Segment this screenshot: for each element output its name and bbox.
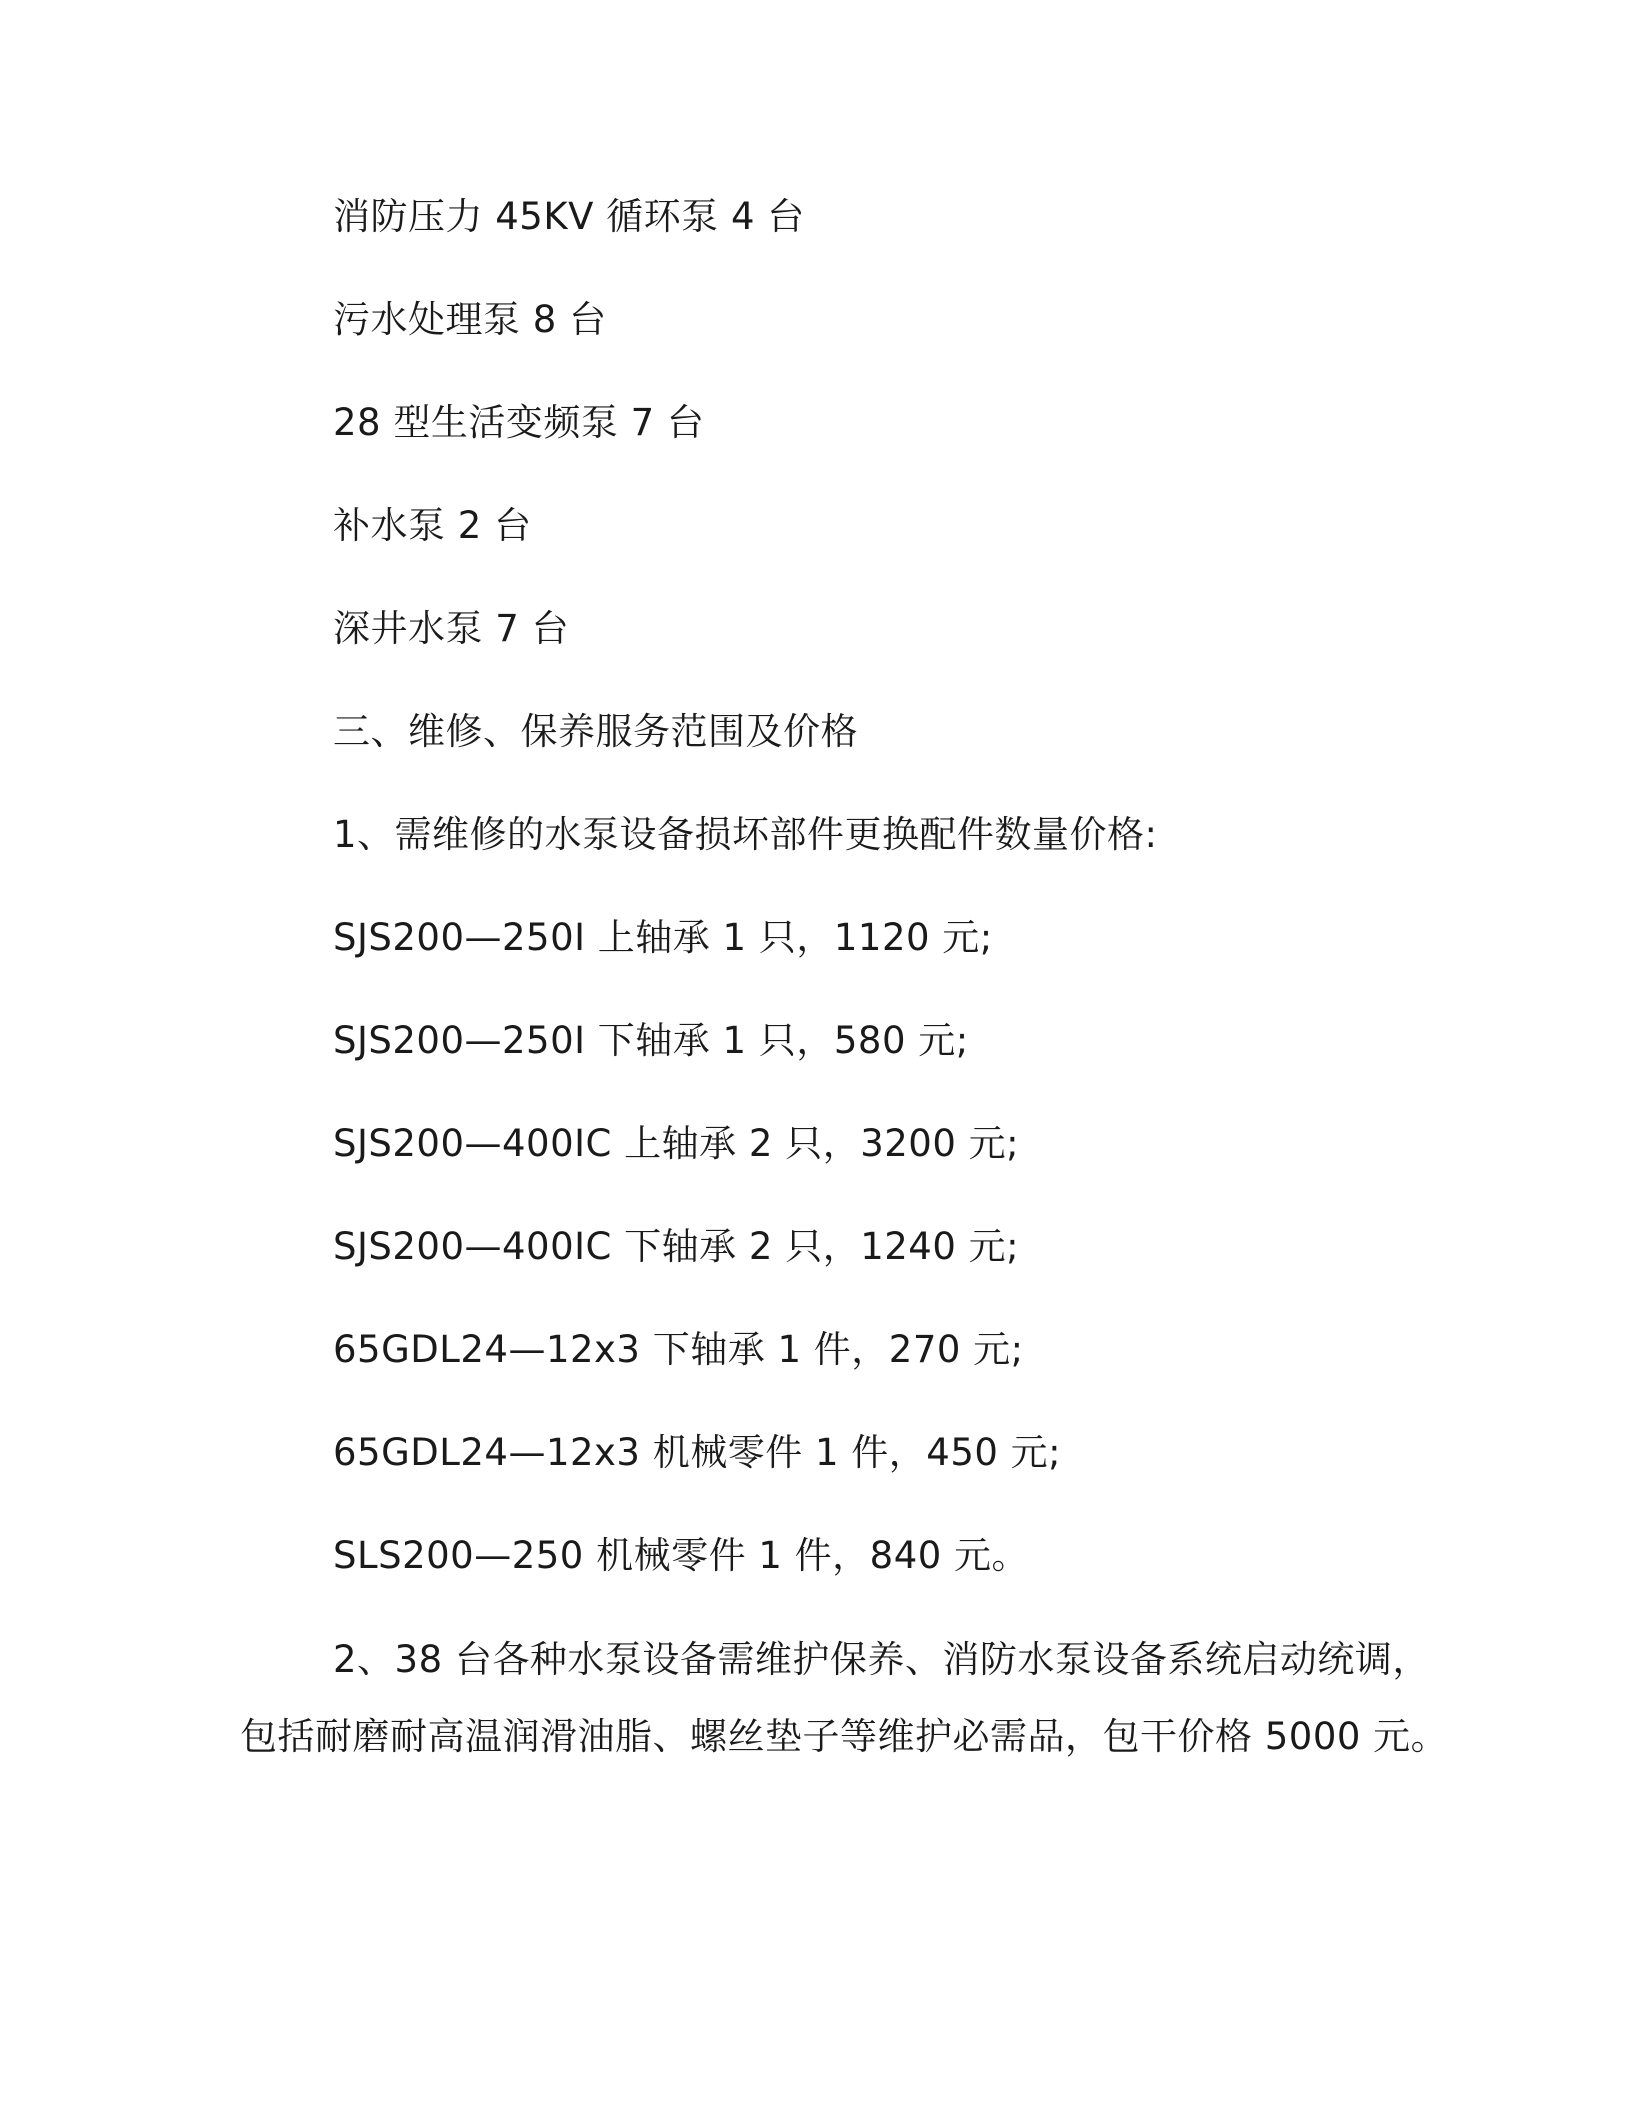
price-line: SLS200—250 机械零件 1 件，840 元。 [333,1534,1030,1577]
price-line: 65GDL24—12x3 机械零件 1 件，450 元; [333,1431,1062,1474]
equipment-line-makeup-pump: 补水泵 2 台 [333,504,532,547]
price-line: SJS200—250I 上轴承 1 只，1120 元; [333,916,993,959]
section-heading: 三、维修、保养服务范围及价格 [333,710,858,753]
paragraph-line-1: 2、38 台各种水泵设备需维护保养、消防水泵设备系统启动统调， [333,1638,1430,1681]
price-line: SJS200—250I 下轴承 1 只，580 元; [333,1019,969,1062]
price-line: SJS200—400IC 上轴承 2 只，3200 元; [333,1122,1020,1165]
equipment-line-sewage-pump: 污水处理泵 8 台 [333,298,607,341]
equipment-line-booster-pump: 28 型生活变频泵 7 台 [333,401,705,444]
item-heading: 1、需维修的水泵设备损坏部件更换配件数量价格: [333,813,1158,856]
equipment-line-deep-well-pump: 深井水泵 7 台 [333,607,570,650]
paragraph-line-2: 包括耐磨耐高温润滑油脂、螺丝垫子等维护必需品，包干价格 5000 元。 [240,1715,1449,1758]
maintenance-paragraph [240,1621,1449,1775]
price-line: SJS200—400IC 下轴承 2 只，1240 元; [333,1225,1020,1268]
price-line: 65GDL24—12x3 下轴承 1 件，270 元; [333,1328,1024,1371]
equipment-line-fire-pump: 消防压力 45KV 循环泵 4 台 [333,195,805,238]
